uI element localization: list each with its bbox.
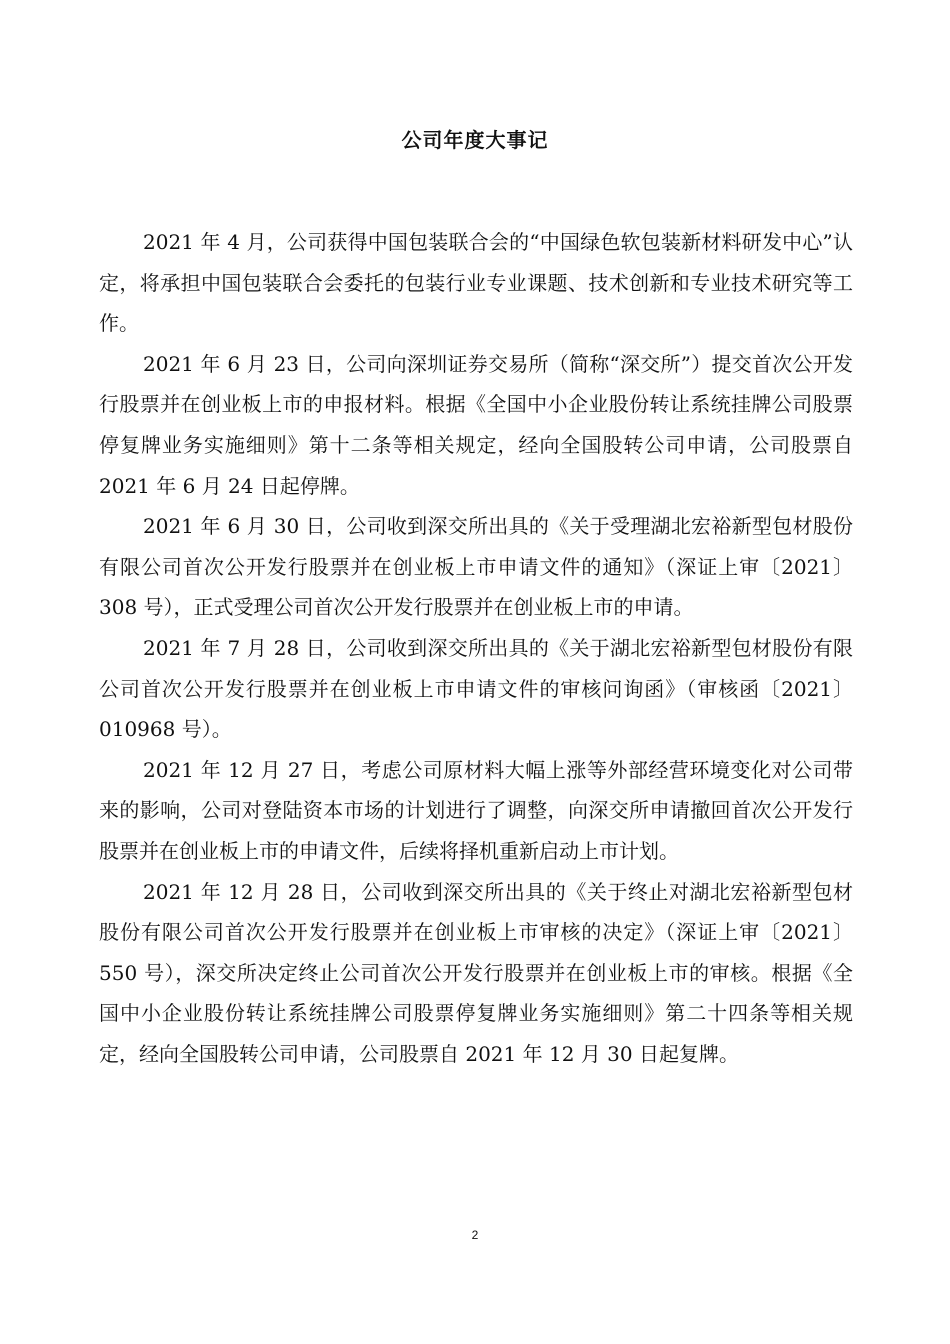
- paragraph-application-accepted: 2021 年 6 月 30 日，公司收到深交所出具的《关于受理湖北宏裕新型包材股份有限公司首次公开发行股票并在创业板上市申请文件的通知》（深证上审〔2021〕308 号），正式受理公司首次公开发行股票并在创业板上市的申请。: [99, 514, 853, 620]
- paragraph-review-terminated: 2021 年 12 月 28 日，公司收到深交所出具的《关于终止对湖北宏裕新型包材股份有限公司首次公开发行股票并在创业板上市审核的决定》（深证上审〔2021〕550 号），深交所决定终止公司首次公开发行股票并在创业板上市的审核。根据《全国中小企业股份转让系统挂牌公司股票停复牌业务实施细则》第二十四条等相关规定，经向全国股转公司申请，公司股票自 2021 年 12 月 30 日起复牌。: [99, 879, 853, 1066]
- paragraph-green-packaging-center: 2021 年 4 月，公司获得中国包装联合会的“中国绿色软包装新材料研发中心”认定，将承担中国包装联合会委托的包装行业专业课题、技术创新和专业技术研究等工作。: [99, 230, 853, 336]
- page-title: 公司年度大事记: [401, 128, 549, 152]
- document-body: [99, 222, 853, 1074]
- paragraph-withdraw-application: 2021 年 12 月 27 日，考虑公司原材料大幅上涨等外部经营环境变化对公司带来的影响，公司对登陆资本市场的计划进行了调整，向深交所申请撤回首次公开发行股票并在创业板上市的申请文件，后续将择机重新启动上市计划。: [99, 757, 853, 863]
- paragraph-ipo-application: 2021 年 6 月 23 日，公司向深圳证券交易所（简称“深交所”）提交首次公开发行股票并在创业板上市的申报材料。根据《全国中小企业股份转让系统挂牌公司股票停复牌业务实施细则》第十二条等相关规定，经向全国股转公司申请，公司股票自 2021 年 6 月 24 日起停牌。: [99, 351, 853, 498]
- page-number: 2: [471, 1228, 479, 1242]
- paragraph-inquiry-letter: 2021 年 7 月 28 日，公司收到深交所出具的《关于湖北宏裕新型包材股份有限公司首次公开发行股票并在创业板上市申请文件的审核问询函》（审核函〔2021〕010968 号）。: [99, 635, 853, 742]
